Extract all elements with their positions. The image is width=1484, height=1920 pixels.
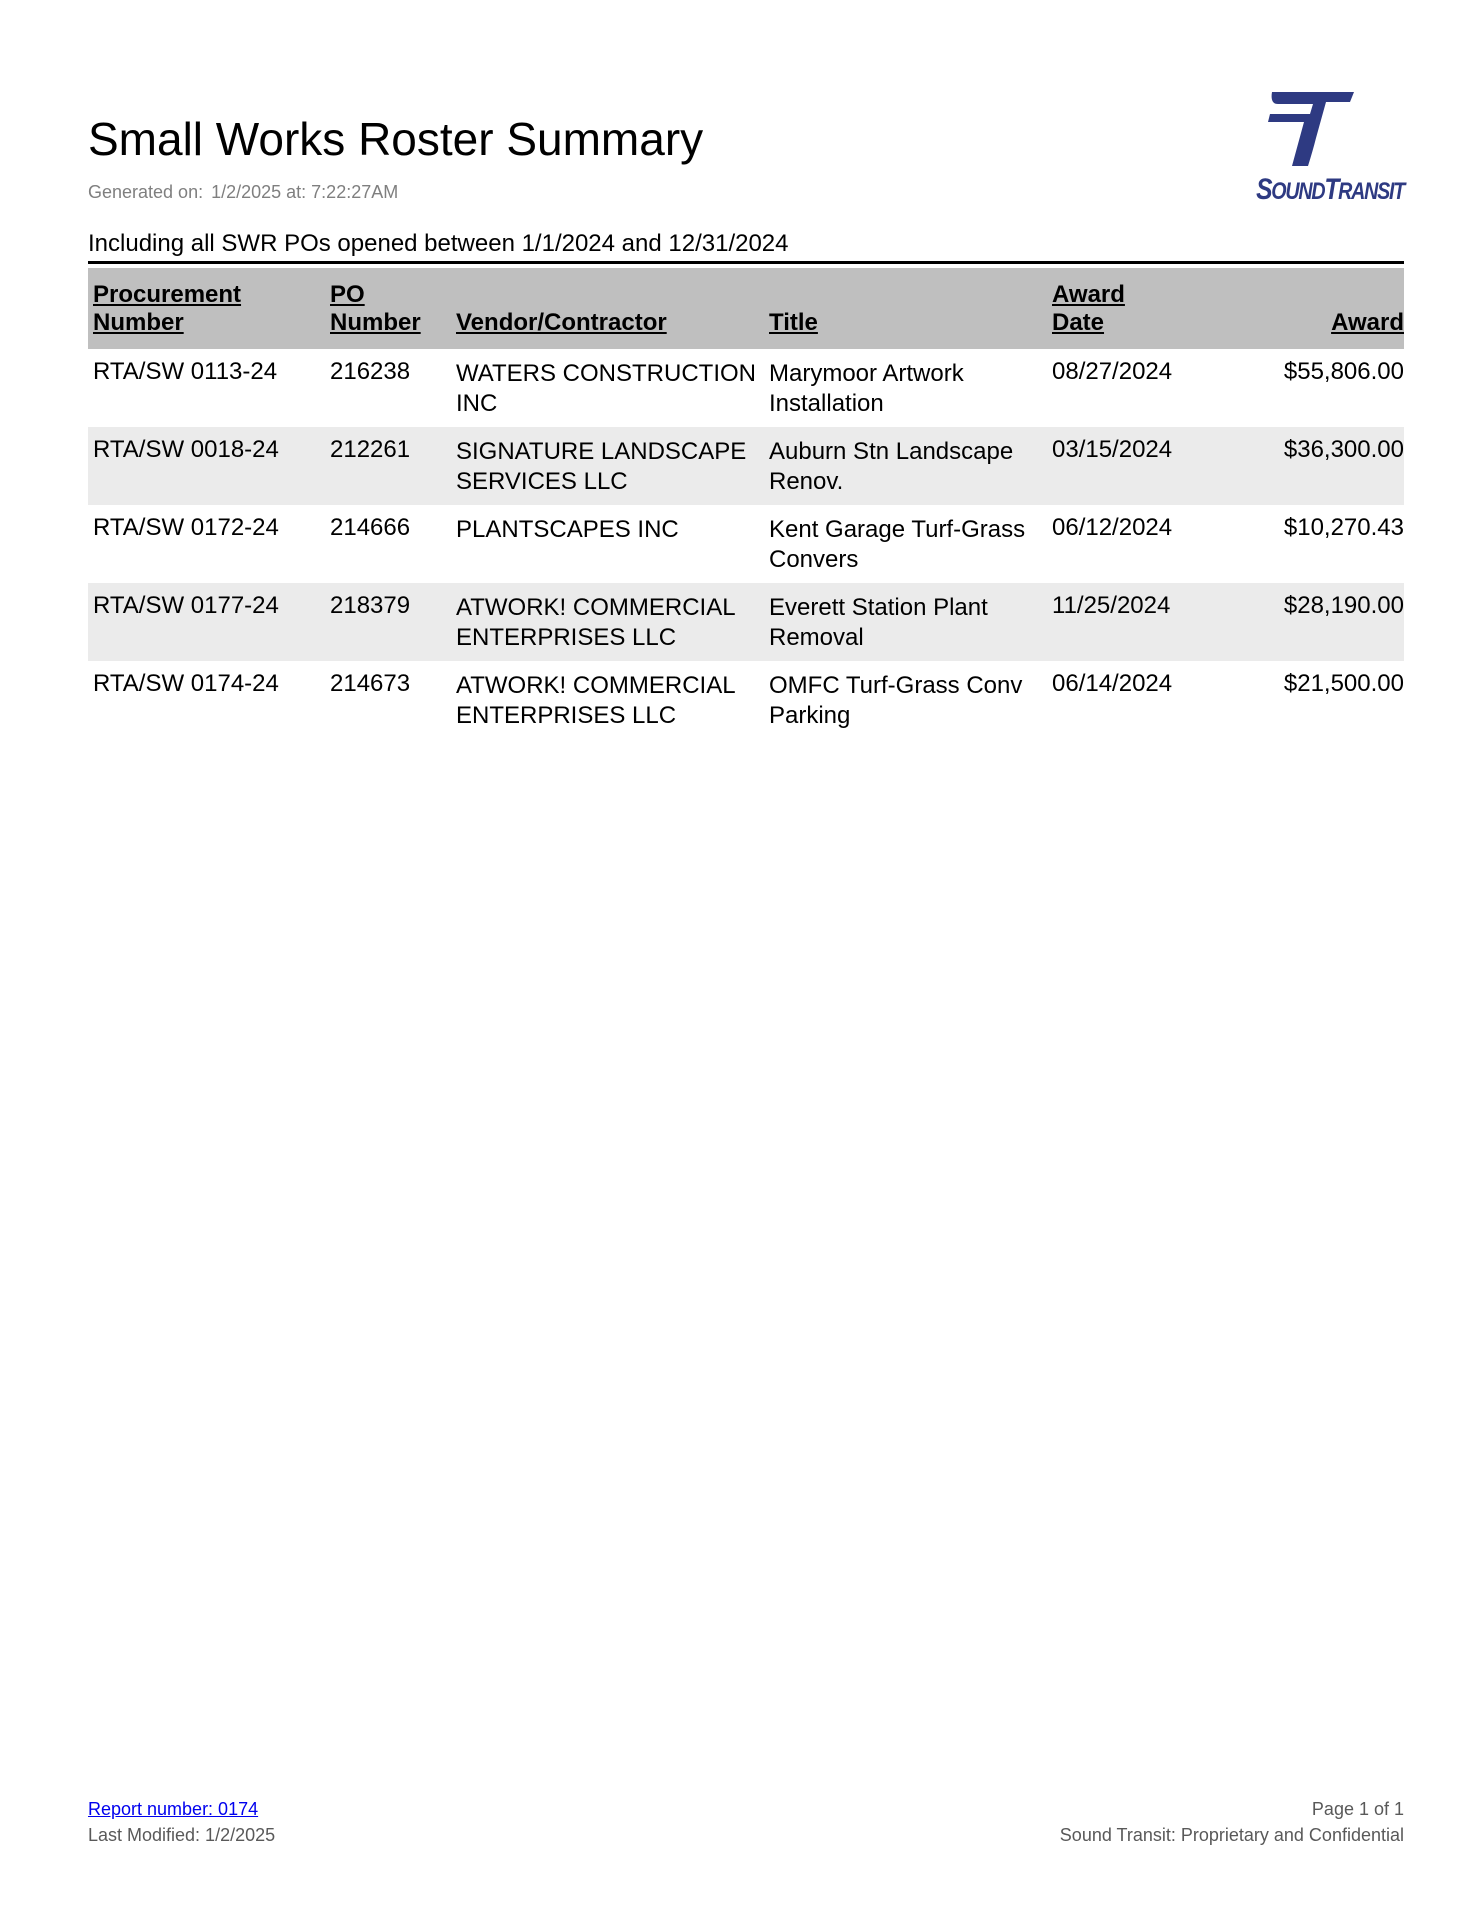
sound-transit-logo bbox=[1214, 92, 1404, 212]
vendor-cell: WATERS CONSTRUCTION INC bbox=[456, 360, 756, 417]
title-cell: Kent Garage Turf-Grass Convers bbox=[769, 516, 1026, 573]
report-number-link[interactable]: Report number: 0174 bbox=[88, 1799, 259, 1819]
award-date-cell: 06/12/2024 bbox=[1052, 514, 1173, 541]
po-number-cell: 218379 bbox=[330, 592, 411, 619]
col-header-award: Award bbox=[1331, 309, 1404, 336]
page-indicator: Page 1 of 1 bbox=[1311, 1799, 1404, 1819]
procurement-number-cell: RTA/SW 0018-24 bbox=[93, 436, 279, 463]
footer-left bbox=[88, 1796, 275, 1848]
col-header-procurement-number: Procurement Number bbox=[93, 281, 242, 336]
sound-transit-wordmark: SOUNDTRANSIT bbox=[1256, 173, 1404, 206]
table-header-row bbox=[88, 268, 1404, 349]
award-date-cell: 06/14/2024 bbox=[1052, 670, 1173, 697]
award-date-cell: 08/27/2024 bbox=[1052, 358, 1173, 385]
procurement-number-cell: RTA/SW 0177-24 bbox=[93, 592, 279, 619]
award-amount-cell: $28,190.00 bbox=[1283, 592, 1404, 619]
award-amount-cell: $36,300.00 bbox=[1283, 436, 1404, 463]
procurement-number-cell: RTA/SW 0113-24 bbox=[93, 358, 278, 385]
report-page bbox=[88, 0, 1404, 1920]
last-modified: Last Modified: 1/2/2025 bbox=[88, 1825, 276, 1845]
generated-timestamp bbox=[88, 182, 398, 203]
procurement-number-cell: RTA/SW 0174-24 bbox=[93, 670, 279, 697]
title-cell: OMFC Turf-Grass Conv Parking bbox=[769, 672, 1023, 729]
vendor-cell: ATWORK! COMMERCIAL ENTERPRISES LLC bbox=[456, 672, 736, 729]
award-amount-cell: $21,500.00 bbox=[1283, 670, 1404, 697]
table-row bbox=[88, 583, 1404, 661]
po-number-cell: 214673 bbox=[330, 670, 411, 697]
title-cell: Auburn Stn Landscape Renov. bbox=[769, 438, 1014, 495]
po-number-cell: 216238 bbox=[330, 358, 411, 385]
confidential-notice: Sound Transit: Proprietary and Confidential bbox=[1059, 1825, 1404, 1845]
generated-value: 1/2/2025 at: 7:22:27AM bbox=[211, 182, 399, 202]
roster-table bbox=[88, 268, 1404, 739]
table-row bbox=[88, 505, 1404, 583]
table-row bbox=[88, 661, 1404, 739]
title-cell: Marymoor Artwork Installation bbox=[769, 360, 964, 417]
sound-transit-emblem-icon bbox=[1264, 92, 1356, 166]
generated-label: Generated on: bbox=[88, 182, 204, 202]
col-header-po-number: PO Number bbox=[330, 281, 421, 336]
col-header-award-date: Award Date bbox=[1052, 281, 1125, 336]
procurement-number-cell: RTA/SW 0172-24 bbox=[93, 514, 279, 541]
col-header-vendor: Vendor/Contractor bbox=[456, 309, 667, 336]
po-number-cell: 214666 bbox=[330, 514, 411, 541]
award-date-cell: 03/15/2024 bbox=[1052, 436, 1173, 463]
vendor-cell: PLANTSCAPES INC bbox=[456, 516, 679, 543]
report-subtitle: Including all SWR POs opened between 1/1/2024 and 12/31/2024 bbox=[88, 230, 789, 257]
vendor-cell: SIGNATURE LANDSCAPE SERVICES LLC bbox=[456, 438, 747, 495]
table-row bbox=[88, 427, 1404, 505]
po-number-cell: 212261 bbox=[330, 436, 411, 463]
report-title: Small Works Roster Summary bbox=[88, 113, 704, 165]
vendor-cell: ATWORK! COMMERCIAL ENTERPRISES LLC bbox=[456, 594, 736, 651]
footer-right bbox=[1060, 1796, 1404, 1848]
award-amount-cell: $10,270.43 bbox=[1283, 514, 1404, 541]
header-divider bbox=[88, 261, 1404, 264]
award-date-cell: 11/25/2024 bbox=[1052, 592, 1171, 619]
table-row bbox=[88, 349, 1404, 427]
col-header-title: Title bbox=[769, 309, 818, 336]
award-amount-cell: $55,806.00 bbox=[1283, 358, 1404, 385]
title-cell: Everett Station Plant Removal bbox=[769, 594, 988, 651]
